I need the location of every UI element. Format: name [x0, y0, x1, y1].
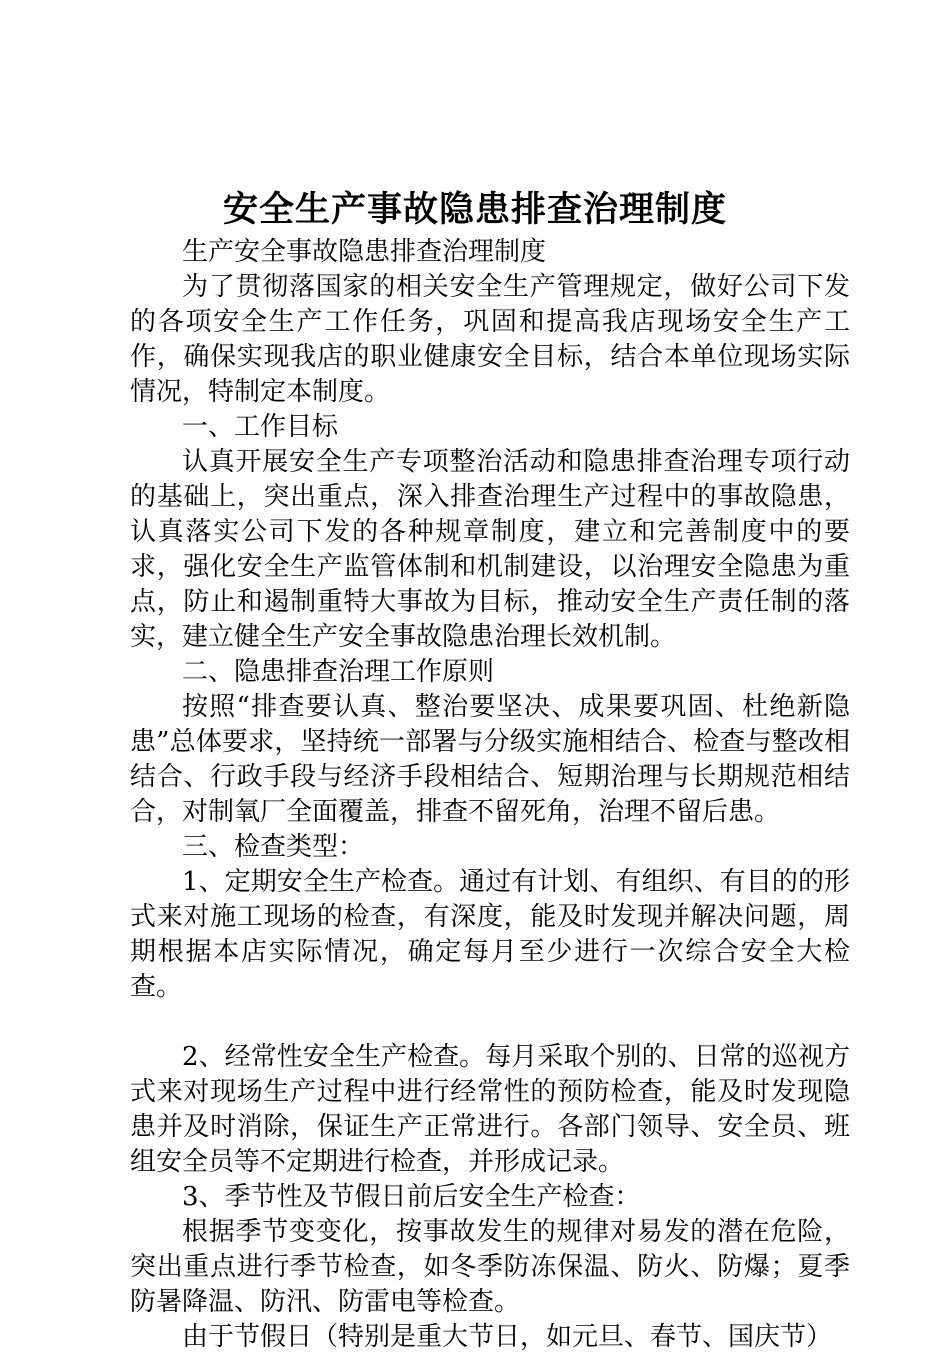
goals-paragraph: 认真开展安全生产专项整治活动和隐患排查治理专项行动的基础上，突出重点，深入排查治理生产过程中的事故隐患，认真落实公司下发的各种规章制度，建立和完善制度中的要求，强化安全生产监管体制和机制建设，以治理安全隐患为重点，防止和遏制重特大事故为目标，推动安全生产责任制的落实，建立健全生产安全事故隐患治理长效机制。: [130, 447, 850, 652]
section-heading-principles: 二、隐患排查治理工作原则: [182, 657, 495, 687]
section-heading-inspection-types: 三、检查类型：: [182, 832, 365, 862]
blank-line: [130, 1005, 850, 1040]
principles-paragraph: 按照“排查要认真、整治要坚决、成果要巩固、杜绝新隐患”总体要求，坚持统一部署与分级实施相结合、检查与整改相结合、行政手段与经济手段相结合、短期治理与长期规范相结合，对制氧厂全面覆盖，排查不留死角，治理不留后患。: [130, 692, 850, 827]
subtitle-paragraph: 生产安全事故隐患排查治理制度: [182, 237, 547, 267]
seasonal-inspection-heading: 3、季节性及节假日前后安全生产检查：: [182, 1182, 641, 1212]
document-title: 安全生产事故隐患排查治理制度: [222, 189, 727, 230]
intro-paragraph: 为了贯彻落国家的相关安全生产管理规定，做好公司下发的各项安全生产工作任务，巩固和提高我店现场安全生产工作，确保实现我店的职业健康安全目标，结合本单位现场实际情况，特制定本制度。: [130, 272, 850, 407]
holiday-inspection-paragraph: 由于节假日（特别是重大节日，如元旦、春节、国庆节）: [182, 1322, 833, 1352]
regular-inspection-paragraph: 2、经常性安全生产检查。每月采取个别的、日常的巡视方式来对现场生产过程中进行经常性的预防检查，能及时发现隐患并及时消除，保证生产正常进行。各部门领导、安全员、班组安全员等不定期进行检查，并形成记录。: [130, 1042, 850, 1177]
section-heading-goals: 一、工作目标: [182, 412, 339, 442]
periodic-inspection-paragraph: 1、定期安全生产检查。通过有计划、有组织、有目的的形式来对施工现场的检查，有深度，能及时发现并解决问题，周期根据本店实际情况，确定每月至少进行一次综合安全大检查。: [130, 867, 850, 1002]
seasonal-inspection-paragraph: 根据季节变变化，按事故发生的规律对易发的潜在危险，突出重点进行季节检查，如冬季防冻保温、防火、防爆；夏季防暑降温、防汛、防雷电等检查。: [130, 1217, 850, 1317]
document-body: [130, 235, 850, 1355]
